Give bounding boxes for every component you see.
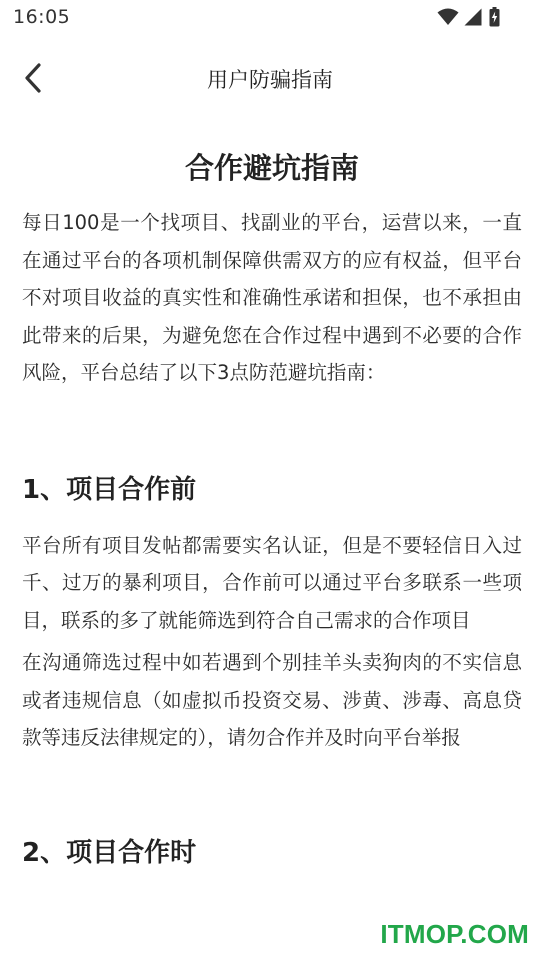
cellular-signal-icon	[464, 8, 482, 26]
watermark-logo: ITMOP.COM	[380, 919, 529, 949]
status-time: 16:05	[13, 6, 71, 28]
status-icons	[437, 8, 500, 26]
intro-paragraph: 每日100是一个找项目、找副业的平台，运营以来，一直在通过平台的各项机制保障供需双方的应有权益，但平台不对项目收益的真实性和准确性承诺和担保，也不承担由此带来的后果，为避免您在合作过程中遇到不必要的合作风险，平台总结了以下3点防范避坑指南：	[22, 211, 522, 384]
status-bar	[0, 0, 540, 36]
section-paragraph: 平台所有项目发帖都需要实名认证，但是不要轻信日入过千、过万的暴利项目，合作前可以通过平台多联系一些项目，联系的多了就能筛选到符合自己需求的合作项目	[22, 533, 522, 632]
chevron-left-icon	[23, 63, 45, 97]
article-content	[22, 138, 522, 873]
page-title: 用户防骗指南	[207, 68, 333, 92]
article-title: 合作避坑指南	[184, 151, 359, 185]
wifi-icon	[437, 8, 459, 26]
section-heading: 1、项目合作前	[22, 474, 197, 505]
section-paragraph: 在沟通筛选过程中如若遇到个别挂羊头卖狗肉的不实信息或者违规信息（如虚拟币投资交易、涉黄、涉毒、高息贷款等违反法律规定的），请勿合作并及时向平台举报	[22, 651, 522, 749]
app-bar	[0, 52, 540, 108]
back-button[interactable]	[14, 60, 54, 100]
section-heading: 2、项目合作时	[22, 837, 197, 868]
battery-charging-icon	[489, 7, 500, 27]
